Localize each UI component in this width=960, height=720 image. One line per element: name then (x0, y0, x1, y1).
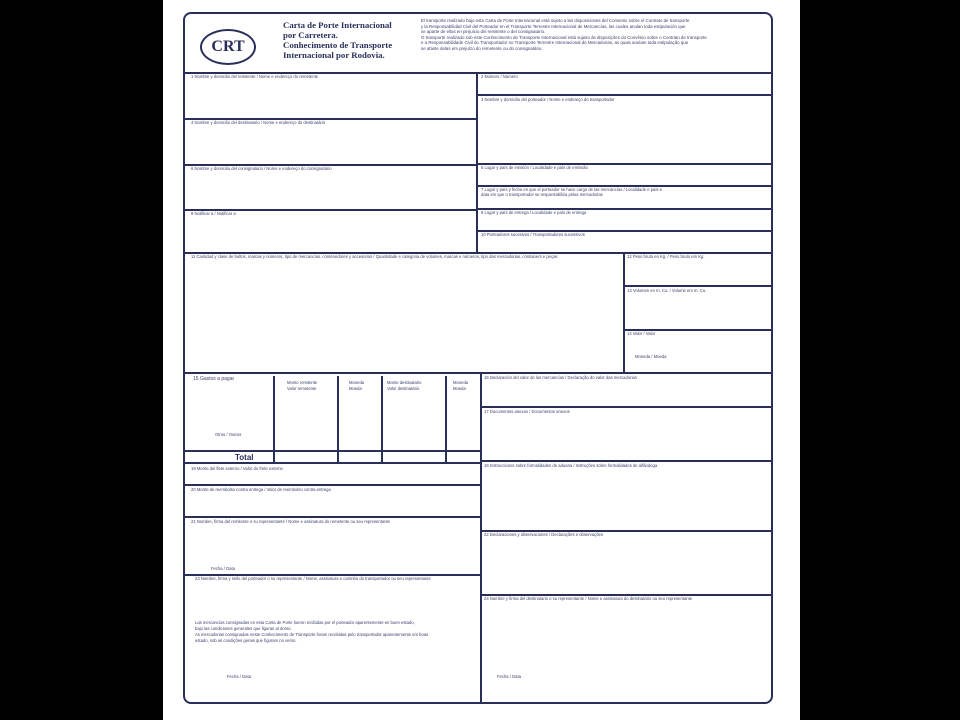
field-21-label: 21 Nombre, firma del remitente o su representante / Nome e assinatura do remetente ou seu representante (191, 519, 391, 524)
crt-form (183, 12, 773, 704)
field-23-label: 23 Nombre, firma y sello del porteador o su representante / Nome, assinatura e carimbo do transportador ou seu representante (195, 576, 431, 581)
f15-col4-line1: Moneda (453, 380, 469, 385)
total-label: Total (235, 453, 254, 462)
field-23-date: Fecha / Data (227, 674, 251, 679)
crt-logo: CRT (200, 29, 256, 65)
field-9-label: 9 Notificar a / Notificar a (191, 211, 236, 216)
field-10-label: 10 Porteadores sucesivos / Transportadores sucessivos (481, 232, 585, 237)
f15-col2-line1: Moneda (349, 380, 365, 385)
form-title (283, 20, 418, 60)
f23-text-4: estado, sob as condições gerais que figuram no verso. (195, 638, 297, 643)
field-12-label: 12 Peso bruto en Kg. / Peso bruto em Kg. (627, 254, 705, 259)
divider (480, 372, 482, 702)
field-20-label: 20 Monto de reembolso contra entrega / Valor de reembolso contra entrega (191, 487, 331, 492)
field-6-label: 6 Nombre y domicilio del consignatario / Nome e endereço do consignatário (191, 166, 332, 171)
field-11-label: 11 Cantidad y clase de bultos, marcas y números, tipo de mercancías, contenedores y accesorios / Quantidade e categoria de volumes, marcas e números, tipo das mercadorias, containers e peças (191, 254, 558, 259)
field-15-label: 15 Gastos a pagar (193, 376, 235, 382)
field-4-label: 4 Nombre y domicilio del destinatario / Nome e endereço do destinatário (191, 120, 326, 125)
field-16-label: 16 Declaración del valor de las mercancías / Declaração do valor das mercadorias (484, 375, 637, 380)
divider (480, 406, 771, 408)
field-3-label: 3 Nombre y domicilio del porteador / Nome e endereço do transportador (481, 97, 615, 102)
divider (476, 72, 478, 252)
f23-text-1: Las mercancías consignadas en esta Carta de Porte fueron recibidas por el porteador aparentemente en buen estado, (195, 620, 415, 625)
f15-col1-line1: Monto remitente (287, 380, 318, 385)
legal-line: y la Responsabilidad Civil del Porteador en el Transporte Terrestre Internacional de Mercancías, las cuales anulan toda estipulación que (421, 23, 686, 29)
field-14-label: 14 Valor / Valor (627, 331, 656, 336)
f15-col3-line1: Monto destinatario (387, 380, 422, 385)
field-18-label: 18 Instrucciones sobre formalidades de aduana / Instruções sobre formalidades de alfândega (484, 463, 658, 468)
legal-line: se afaste delas em prejuízo do remetente ou do consignatário. (421, 45, 543, 51)
divider (185, 484, 480, 486)
title-line: por Carretera. (283, 30, 338, 40)
legal-notice (421, 18, 771, 52)
legal-line: O transporte realizado sob este Conhecimento de Transporte Internacional está sujeito às disposições do Convênio sobre o Contrato de transporte (421, 34, 707, 40)
field-14-currency: Moneda / Moeda (635, 354, 667, 359)
legal-line: e a Responsabilidade Civil do Transportador no Transporte Terrestre Internacional de Mercadorias, as quais anulam toda estipulação que (421, 40, 689, 46)
divider (480, 460, 771, 462)
field-21-date: Fecha / Data (211, 566, 235, 571)
divider (623, 285, 771, 287)
field-8-label: 8 Lugar y país de entrega / Localidade e país de entrega (481, 210, 587, 215)
legal-line: El transporte realizado bajo esta Carta de Porte Internacional está sujeto a las disposiciones del Convenio sobre el Contrato de transporte (421, 18, 690, 23)
field-17-label: 17 Documentos anexos / Documentos anexos (484, 409, 570, 414)
field-22-label: 22 Declaraciones y observaciones / Declarações e observações (484, 532, 603, 537)
f15-others: Otros / Outros (215, 432, 242, 437)
title-line: Carta de Porte Internacional (283, 20, 392, 30)
field-5-label: 5 Lugar y país de emisión / Localidade e país de emissão (481, 165, 588, 170)
f15-col3-line2: Valor destinatário (387, 386, 420, 391)
f15-col4-line2: Moeda (453, 386, 466, 391)
field-13-label: 13 Volumen en m. Cu. / Volume em m. Cu. (627, 288, 707, 293)
f15-col2-line2: Moeda (349, 386, 362, 391)
divider (623, 252, 625, 372)
f23-text-3: As mercadorias consignadas neste Conhecimento de Transporte foram recebidas pelo transportador aparentemente em boas (195, 632, 429, 637)
field-7-label: 7 Lugar y país y fecha en que el porteador se hace cargo de las mercancías / Localidade e país e data em que o transportador se responsabiliza pelas mercadorias (481, 187, 663, 197)
field-1-label: 1 Nombre y domicilio del remitente / Nome e endereço do remetente (191, 74, 319, 79)
field-19-label: 19 Monto del flete externo / Valor do frete externo (191, 466, 283, 471)
divider (185, 372, 771, 374)
divider (185, 516, 480, 518)
legal-line: se aparte de ellas en perjuicio del remitente o del consignatario. (421, 29, 546, 35)
f23-text-2: bajo las condiciones generales que figuran al dorso. (195, 626, 292, 631)
title-line: Internacional por Rodovia. (283, 50, 385, 60)
field-24-label: 24 Nombre y firma del destinatario o su representante / Nome e assinatura do destinatário ou seu representante (484, 596, 693, 601)
field-2-label: 2 Número / Número (481, 74, 518, 79)
f15-col1-line2: Valor remetente (287, 386, 317, 391)
divider (477, 94, 771, 96)
divider (185, 450, 480, 452)
title-line: Conhecimento de Transporte (283, 40, 393, 50)
divider (185, 462, 480, 464)
field-24-date: Fecha / Data (497, 674, 521, 679)
